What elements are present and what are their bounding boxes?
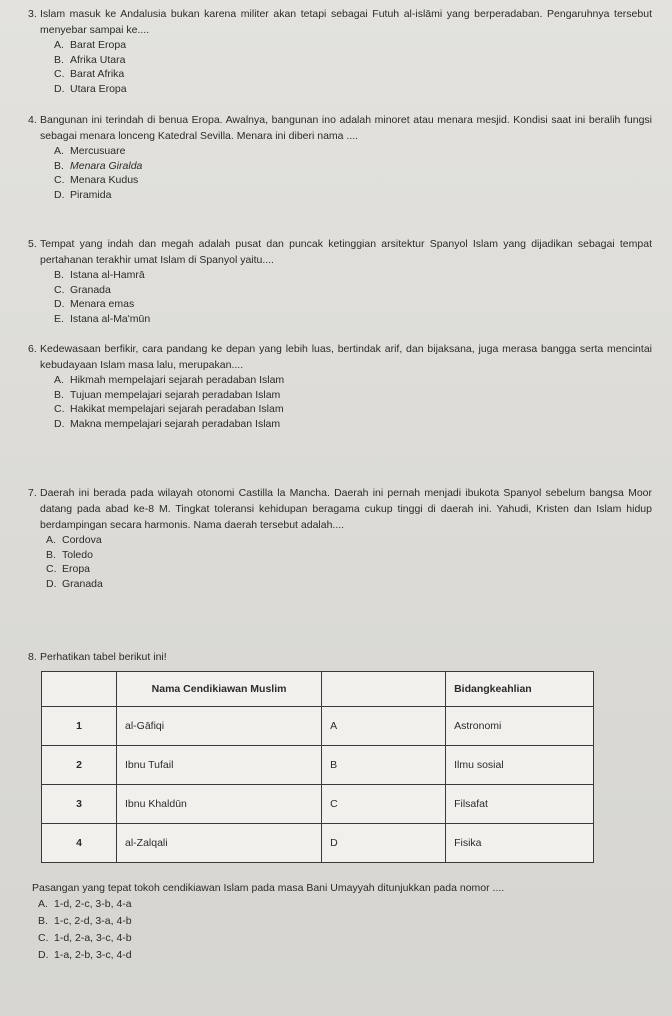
option-a[interactable]: A. Hikmah mempelajari sejarah peradaban Islam [54, 374, 285, 386]
question-7 [28, 485, 652, 591]
table-row: 4 al-Zalqali D Fisika [42, 824, 594, 863]
option-c[interactable]: C. 1-d, 2-a, 3-c, 4-b [38, 932, 132, 944]
table-header-row [42, 672, 594, 707]
question-5 [28, 236, 652, 326]
option-a[interactable]: A. 1-d, 2-c, 3-b, 4-a [38, 898, 132, 910]
option-b[interactable]: B. Toledo [46, 548, 93, 561]
option-d[interactable]: D. Utara Eropa [54, 82, 127, 95]
option-e[interactable]: E. Istana al-Ma'mūn [54, 312, 151, 325]
question-8 [28, 880, 652, 964]
question-number: 3. [28, 8, 37, 20]
option-a[interactable]: A. Barat Eropa [54, 39, 127, 51]
option-d[interactable]: D. Granada [46, 577, 103, 590]
option-b[interactable]: B. Istana al-Hamrā [54, 269, 145, 281]
question-number: 5. [28, 238, 37, 250]
option-d[interactable]: D. Menara emas [54, 298, 135, 311]
question-number: 6. [28, 343, 37, 355]
table-row: 2 Ibnu Tufail B Ilmu sosial [42, 746, 594, 785]
options-list [54, 144, 652, 202]
option-d[interactable]: D. 1-a, 2-b, 3-c, 4-d [38, 949, 132, 961]
option-c[interactable]: C. Menara Kudus [54, 174, 139, 187]
question-text: Pasangan yang tepat tokoh cendikiawan Islam pada masa Bani Umayyah ditunjukkan pada nomor .... [32, 882, 505, 894]
question-text: Kedewasaan berfikir, cara pandang ke depan yang lebih luas, bertindak arif, dan bijaksana, juga merasa bangga serta mencintai kebudayaan Islam masa lalu, merupakan.... [40, 343, 652, 371]
option-c[interactable]: C. Barat Afrika [54, 68, 125, 81]
options-list [54, 38, 652, 96]
header-scholar-name: Nama Cendikiawan Muslim [116, 672, 321, 707]
table-row: 1 al-Gāfiqi A Astronomi [42, 707, 594, 746]
question-8-heading [28, 649, 652, 665]
option-b[interactable]: B. Tujuan mempelajari sejarah peradaban Islam [54, 388, 281, 401]
options-list [54, 268, 652, 326]
question-number: 8. [28, 651, 37, 663]
question-6 [28, 341, 652, 431]
option-d[interactable]: D. Makna mempelajari sejarah peradaban Islam [54, 417, 281, 430]
option-c[interactable]: C. Eropa [46, 563, 91, 576]
option-c[interactable]: C. Granada [54, 283, 111, 296]
option-b[interactable]: B. Menara Giralda [54, 159, 143, 172]
option-b[interactable]: B. Afrika Utara [54, 53, 126, 66]
question-number: 7. [28, 487, 37, 499]
header-field: Bidangkeahlian [446, 672, 594, 707]
question-4 [28, 112, 652, 202]
option-d[interactable]: D. Piramida [54, 188, 112, 201]
table-row: 3 Ibnu Khaldūn C Filsafat [42, 785, 594, 824]
option-c[interactable]: C. Hakikat mempelajari sejarah peradaban Islam [54, 403, 284, 416]
scholars-table [41, 671, 594, 863]
option-a[interactable]: A. Mercusuare [54, 145, 126, 157]
question-number: 4. [28, 114, 37, 126]
question-text: Islam masuk ke Andalusia bukan karena militer akan tetapi sebagai Futuh al-islāmi yang berperadaban. Pengaruhnya tersebut menyebar sampai ke.... [40, 8, 652, 36]
option-b[interactable]: B. 1-c, 2-d, 3-a, 4-b [38, 915, 132, 927]
question-text: Tempat yang indah dan megah adalah pusat dan puncak ketinggian arsitektur Spanyol Islam yang dijadikan sebagai tempat pertahanan terakhir umat Islam di Spanyol yaitu.... [40, 238, 652, 266]
options-list [38, 896, 652, 964]
question-text: Perhatikan tabel berikut ini! [40, 651, 167, 663]
options-list [46, 533, 652, 591]
question-text: Daerah ini berada pada wilayah otonomi Castilla la Mancha. Daerah ini pernah menjadi ibukota Spanyol sebelum bangsa Moor datang pada abad ke-8 M. Tingkat toleransi kehidupan beragama cukup tinggi di daerah ini. Yahudi, Kristen dan Islam hidup berdampingan secara harmonis. Nama daerah tersebut adalah.... [40, 487, 652, 531]
question-3 [28, 6, 652, 96]
options-list [54, 373, 652, 431]
question-text: Bangunan ini terindah di benua Eropa. Awalnya, bangunan ino adalah minoret atau menara mesjid. Kondisi saat ini beralih fungsi sebagai menara lonceng Katedral Sevilla. Menara ini diberi nama .... [40, 114, 652, 142]
option-a[interactable]: A. Cordova [46, 534, 102, 546]
